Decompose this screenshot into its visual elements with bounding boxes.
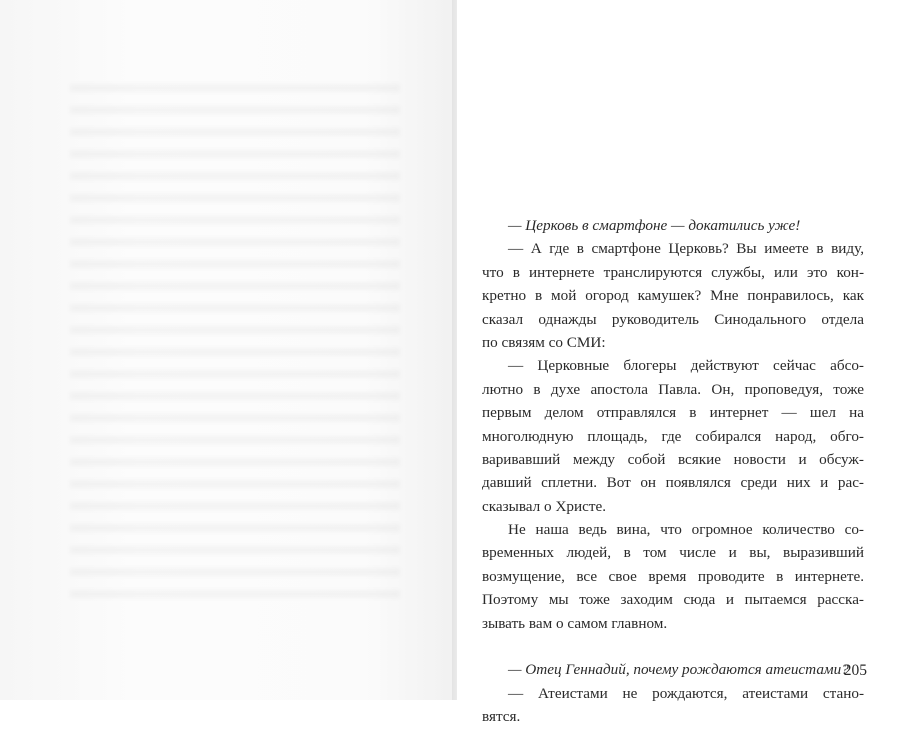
page-text bbox=[482, 214, 864, 729]
text-line: — Церковные блогеры действуют сейчас абсо- bbox=[508, 357, 864, 375]
section-gap bbox=[482, 635, 864, 658]
show-through-shadow bbox=[70, 70, 400, 610]
text-line: многолюдную площадь, где собирался народ, обго- bbox=[482, 427, 864, 445]
text-line: первым делом отправлялся в интернет — шел на bbox=[482, 404, 864, 422]
text-line: варивавший между собой всякие новости и обсуж- bbox=[482, 450, 864, 468]
page-number: 205 bbox=[843, 662, 867, 679]
text-line: возмущение, все свое время проводите в интернете. bbox=[482, 567, 864, 585]
text-line: что в интернете транслируются службы, или это кон- bbox=[482, 263, 864, 281]
text-line: по связям со СМИ: bbox=[482, 333, 606, 351]
text-line: временных людей, в том числе и вы, выразивший bbox=[482, 544, 864, 562]
question-line: — Отец Геннадий, почему рождаются атеистами? bbox=[508, 661, 849, 679]
text-line: Не наша ведь вина, что огромное количество со- bbox=[508, 521, 864, 539]
text-line: зывать вам о самом главном. bbox=[482, 614, 668, 632]
text-line: Поэтому мы тоже заходим сюда и пытаемся расска- bbox=[482, 591, 864, 609]
text-line: кретно в мой огород камушек? Мне понравилось, как bbox=[482, 287, 864, 305]
text-line: — А где в смартфоне Церковь? Вы имеете в виду, bbox=[508, 240, 864, 258]
text-line: сказывал о Христе. bbox=[482, 497, 607, 515]
text-line: вятся. bbox=[482, 708, 521, 726]
left-page bbox=[0, 0, 457, 700]
text-line: сказал однажды руководитель Синодального отдела bbox=[482, 310, 864, 328]
text-line: лютно в духе апостола Павла. Он, проповедуя, тоже bbox=[482, 380, 864, 398]
text-line: — Атеистами не рождаются, атеистами стано- bbox=[508, 684, 864, 702]
question-line: — Церковь в смартфоне — докатились уже! bbox=[508, 217, 801, 234]
text-line: давший сплетни. Вот он появлялся среди них и рас- bbox=[482, 474, 864, 492]
